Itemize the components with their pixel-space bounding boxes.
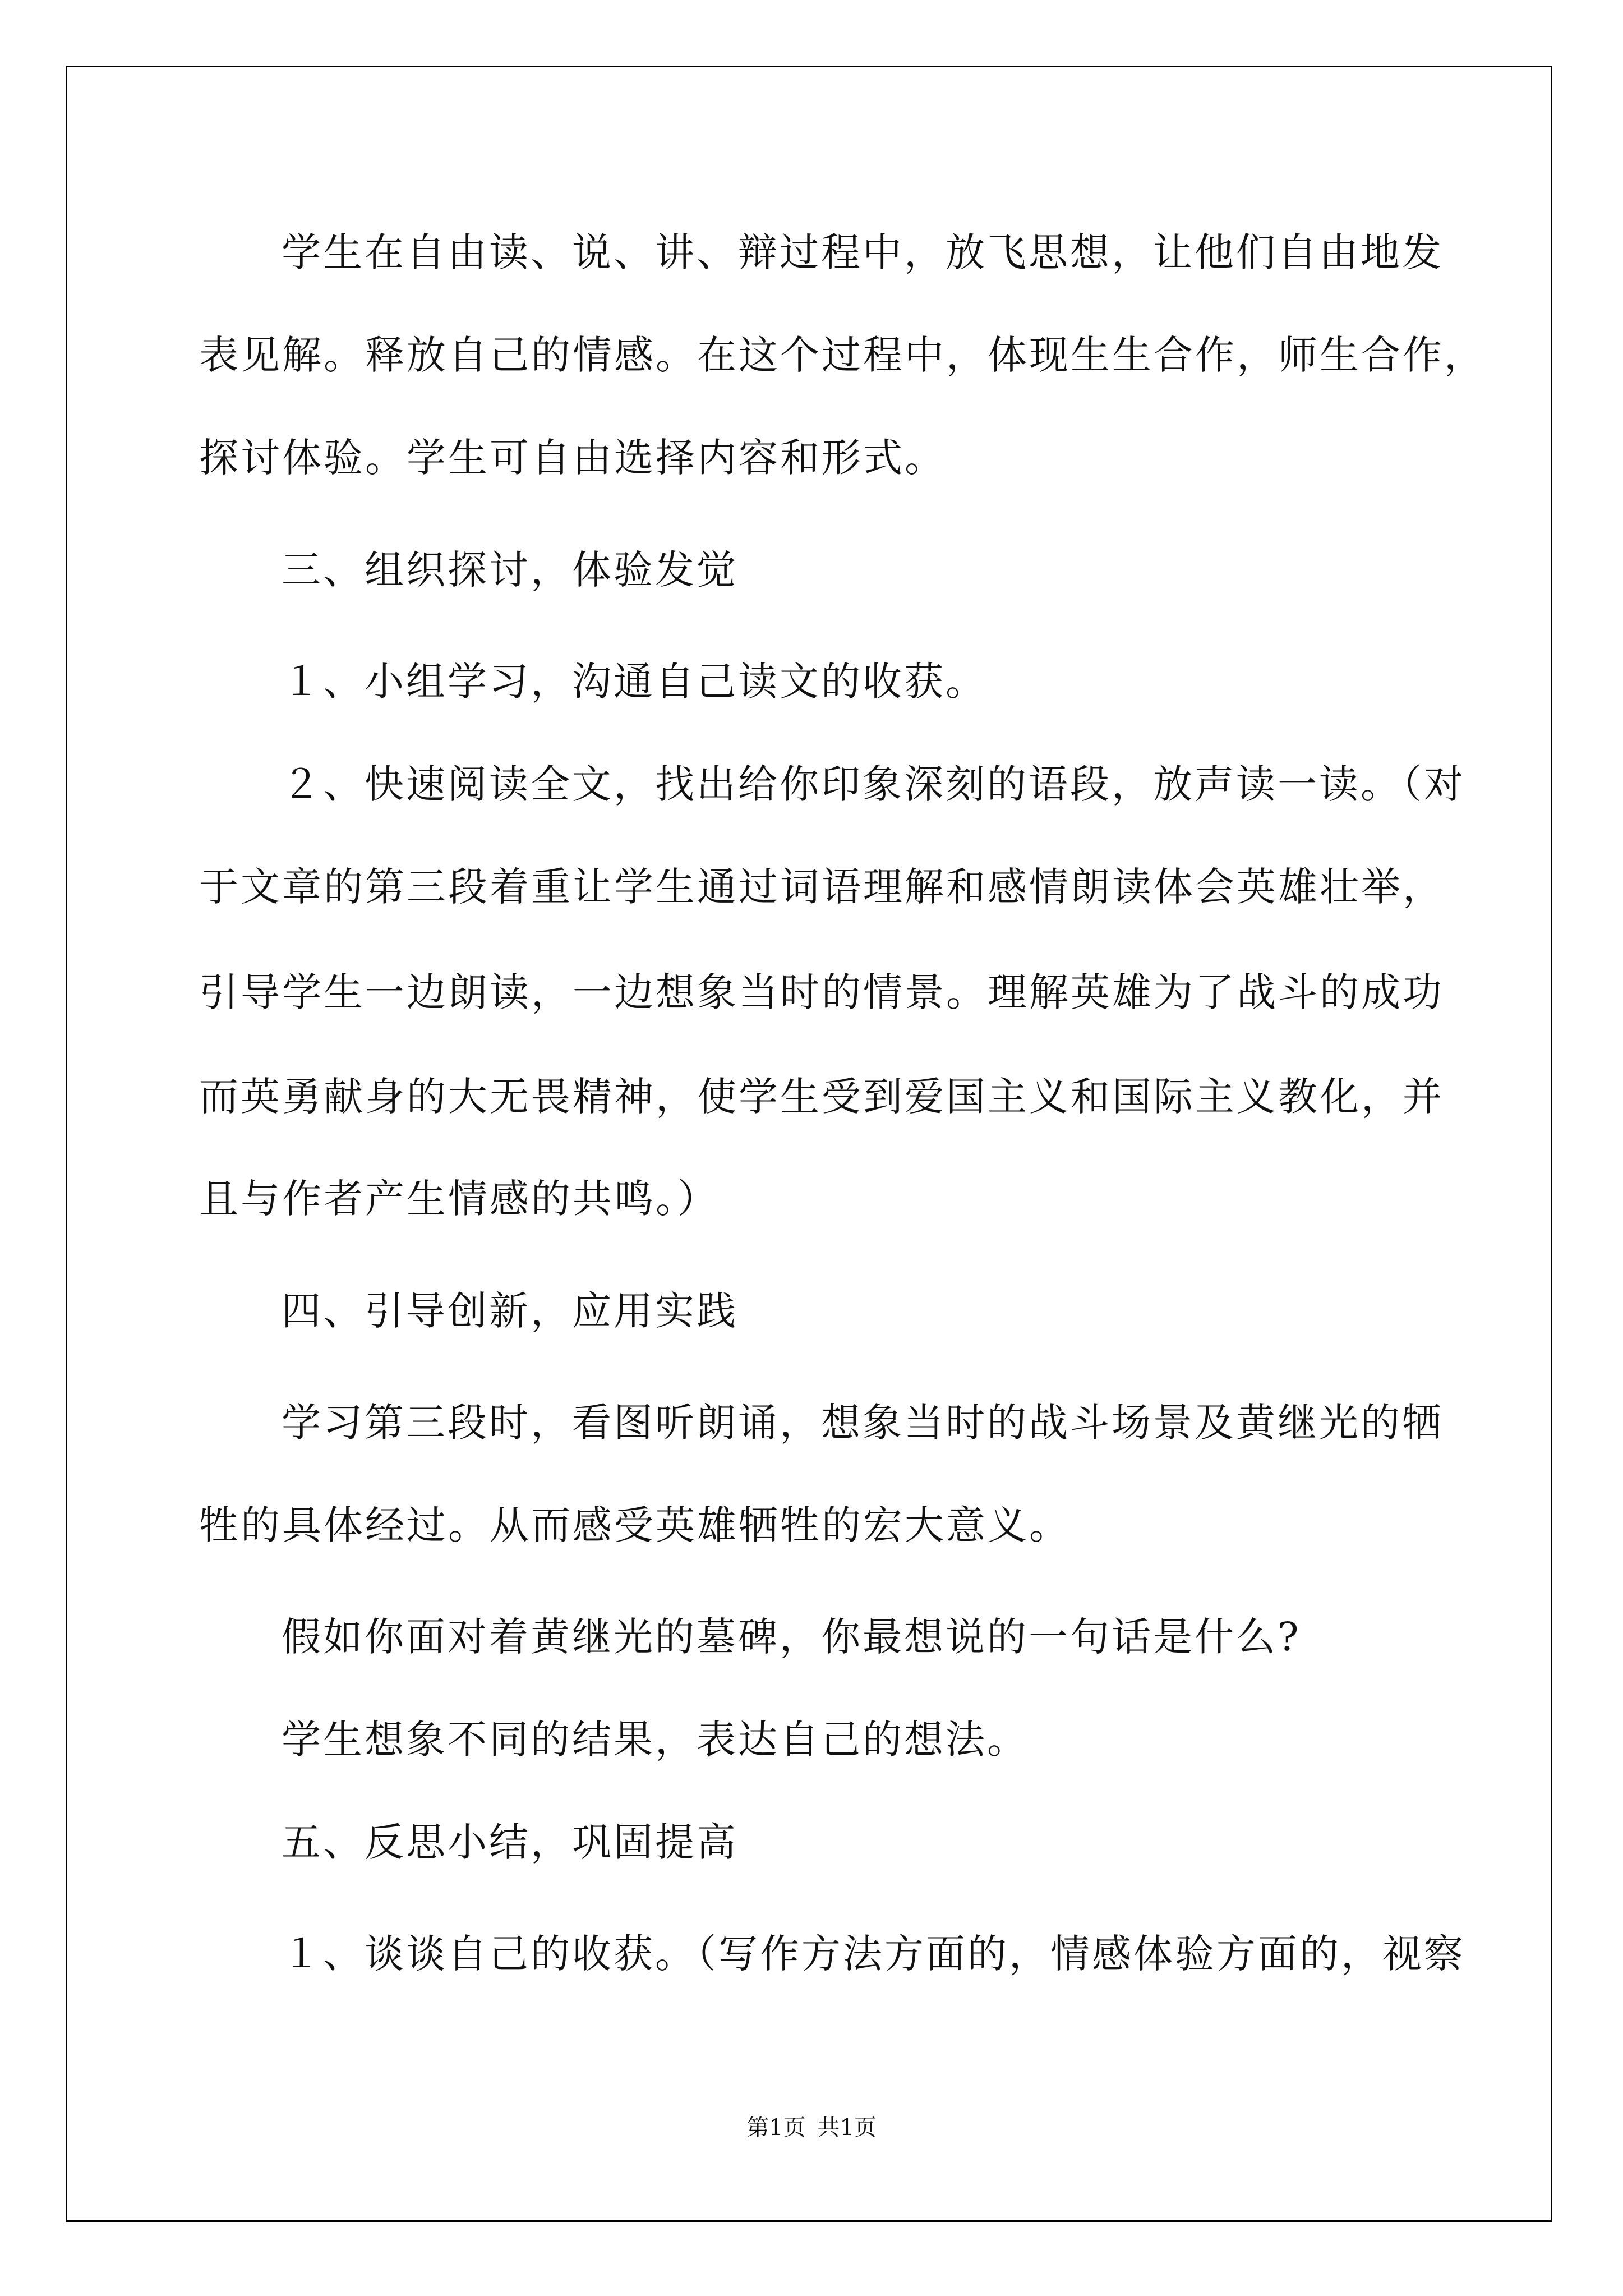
paragraph-line: 探讨体验。学生可自由选择内容和形式。 (199, 435, 946, 481)
paragraph-line: 于文章的第三段着重让学生通过词语理解和感情朗读体会英雄壮举， (199, 864, 1444, 910)
section-heading: 三、组织探讨，体验发觉 (282, 547, 738, 593)
paragraph-line: 表见解。释放自己的情感。在这个过程中，体现生生合作，师生合作， (199, 332, 1486, 378)
list-item: １、小组学习，沟通自己读文的收获。 (282, 659, 987, 705)
paragraph-line: 假如你面对着黄继光的墓碑，你最想说的一句话是什么? (282, 1614, 1301, 1660)
list-item: ２、快速阅读全文，找出给你印象深刻的语段，放声读一读。（对 (282, 761, 1465, 807)
paragraph-line: 学生想象不同的结果，表达自己的想法。 (282, 1717, 1029, 1763)
page-border (66, 66, 1552, 2222)
page-footer (0, 2114, 1623, 2142)
section-heading: 四、引导创新，应用实践 (282, 1288, 738, 1334)
paragraph-line: 学习第三段时，看图听朗诵，想象当时的战斗场景及黄继光的牺 (282, 1400, 1444, 1446)
paragraph-line: 且与作者产生情感的共鸣。） (199, 1176, 719, 1222)
page-total: 共1页 (817, 2115, 877, 2141)
paragraph-line: 而英勇献身的大无畏精神，使学生受到爱国主义和国际主义教化，并 (199, 1074, 1444, 1120)
paragraph-line: 牲的具体经过。从而感受英雄牺牲的宏大意义。 (199, 1502, 1071, 1548)
page-number: 第1页 (746, 2115, 806, 2141)
paragraph-line: 学生在自由读、说、讲、辩过程中，放飞思想，让他们自由地发 (282, 229, 1444, 275)
list-item: １、谈谈自己的收获。（写作方法方面的，情感体验方面的，视察 (282, 1931, 1465, 1977)
paragraph-line: 引导学生一边朗读，一边想象当时的情景。理解英雄为了战斗的成功 (199, 969, 1444, 1015)
section-heading: 五、反思小结，巩固提高 (282, 1819, 738, 1865)
